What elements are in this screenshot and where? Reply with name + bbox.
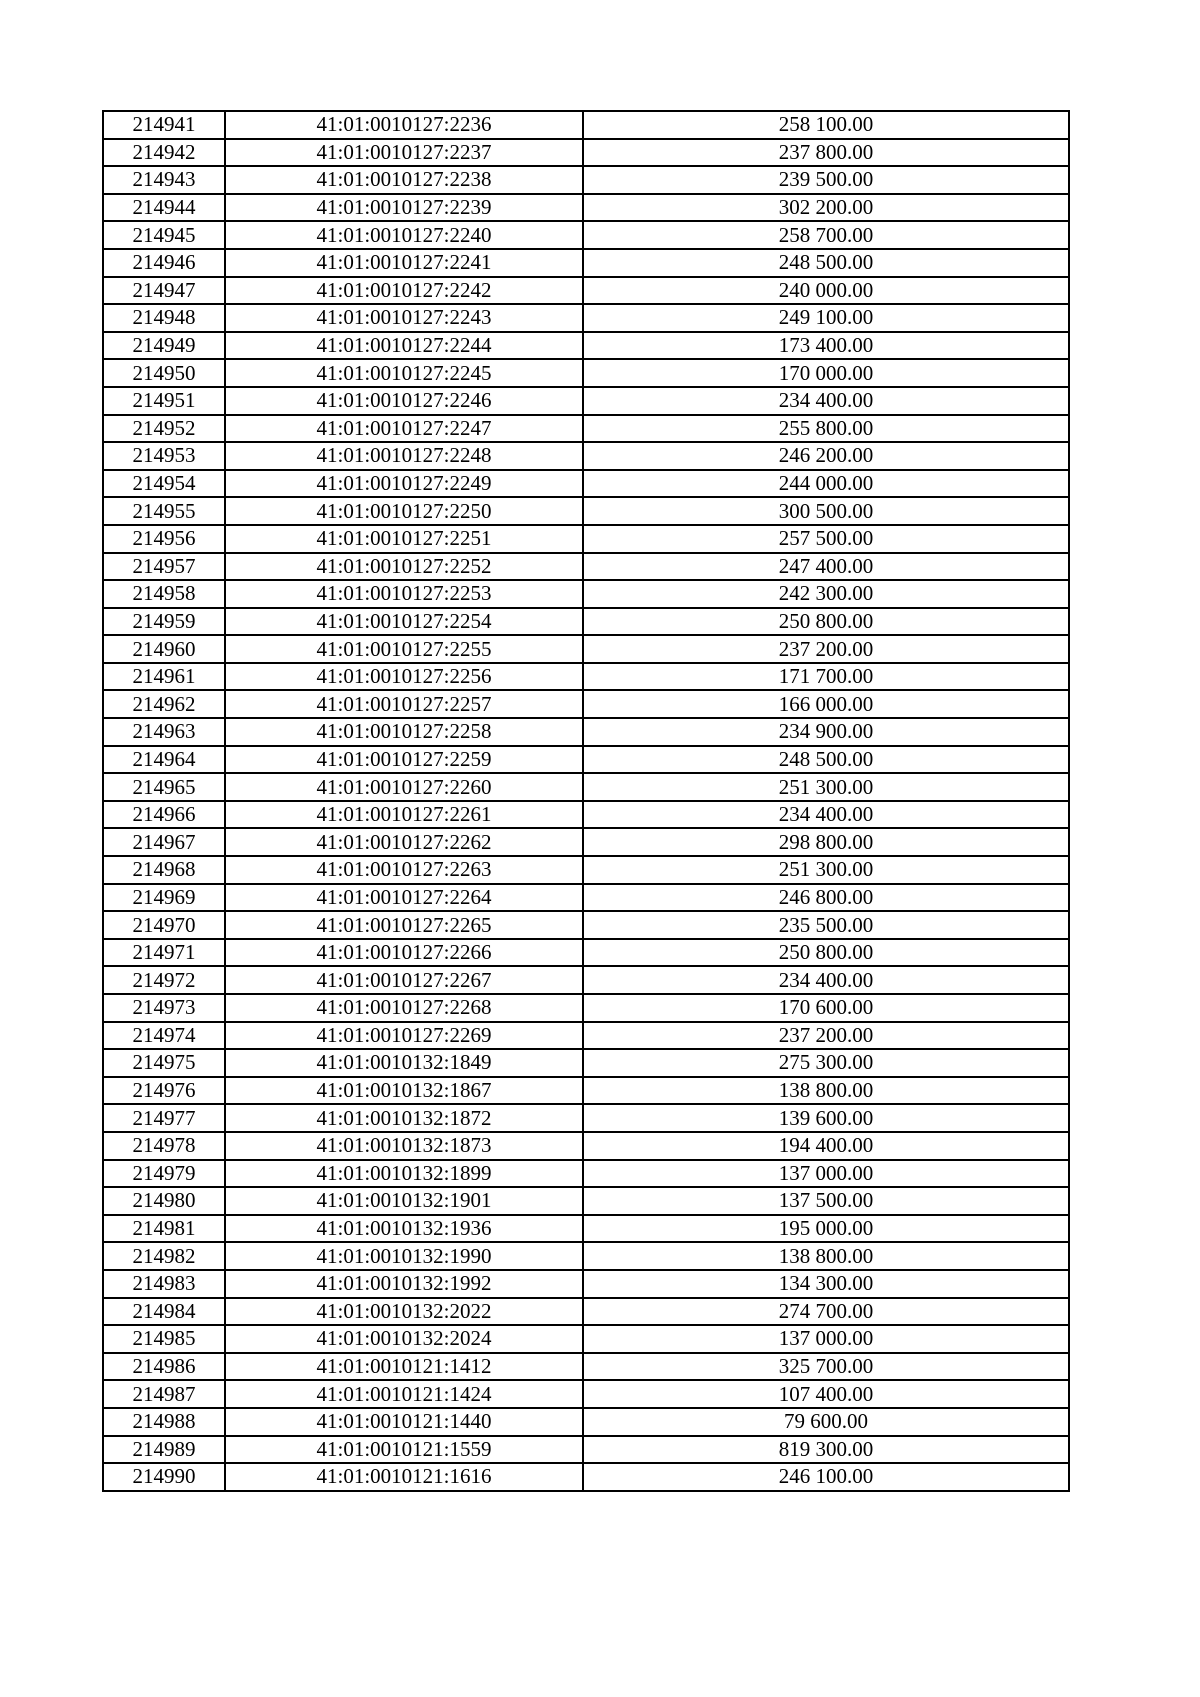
row-number-cell: 214986 xyxy=(103,1353,225,1381)
cadastral-number-cell: 41:01:0010132:1872 xyxy=(225,1104,583,1132)
table-row xyxy=(103,746,1069,774)
cadastral-value-cell: 138 800.00 xyxy=(583,1242,1069,1270)
cadastral-number-cell: 41:01:0010132:1867 xyxy=(225,1077,583,1105)
cadastral-number-cell: 41:01:0010121:1616 xyxy=(225,1463,583,1491)
cadastral-number-cell: 41:01:0010127:2248 xyxy=(225,442,583,470)
table-row xyxy=(103,332,1069,360)
cadastral-number-cell: 41:01:0010132:1899 xyxy=(225,1160,583,1188)
table-row xyxy=(103,1325,1069,1353)
row-number-cell: 214980 xyxy=(103,1187,225,1215)
row-number-cell: 214947 xyxy=(103,277,225,305)
cadastral-number-cell: 41:01:0010127:2259 xyxy=(225,746,583,774)
row-number-cell: 214962 xyxy=(103,690,225,718)
cadastral-number-cell: 41:01:0010127:2239 xyxy=(225,194,583,222)
cadastral-number-cell: 41:01:0010127:2246 xyxy=(225,387,583,415)
cadastral-value-cell: 244 000.00 xyxy=(583,470,1069,498)
cadastral-number-cell: 41:01:0010127:2253 xyxy=(225,580,583,608)
cadastral-value-cell: 237 200.00 xyxy=(583,635,1069,663)
cadastral-value-cell: 257 500.00 xyxy=(583,525,1069,553)
cadastral-value-cell: 246 200.00 xyxy=(583,442,1069,470)
row-number-cell: 214985 xyxy=(103,1325,225,1353)
cadastral-value-cell: 195 000.00 xyxy=(583,1215,1069,1243)
row-number-cell: 214981 xyxy=(103,1215,225,1243)
table-row xyxy=(103,277,1069,305)
cadastral-value-cell: 251 300.00 xyxy=(583,856,1069,884)
table-row xyxy=(103,1408,1069,1436)
cadastral-number-cell: 41:01:0010127:2264 xyxy=(225,884,583,912)
cadastral-value-cell: 242 300.00 xyxy=(583,580,1069,608)
cadastral-number-cell: 41:01:0010127:2266 xyxy=(225,939,583,967)
table-row xyxy=(103,1187,1069,1215)
row-number-cell: 214973 xyxy=(103,994,225,1022)
cadastral-number-cell: 41:01:0010127:2244 xyxy=(225,332,583,360)
table-row xyxy=(103,911,1069,939)
table-row xyxy=(103,635,1069,663)
cadastral-value-cell: 255 800.00 xyxy=(583,415,1069,443)
cadastral-value-cell: 258 100.00 xyxy=(583,111,1069,139)
cadastral-number-cell: 41:01:0010132:1901 xyxy=(225,1187,583,1215)
cadastral-number-cell: 41:01:0010127:2267 xyxy=(225,966,583,994)
table-row xyxy=(103,828,1069,856)
row-number-cell: 214942 xyxy=(103,139,225,167)
cadastral-value-cell: 235 500.00 xyxy=(583,911,1069,939)
row-number-cell: 214971 xyxy=(103,939,225,967)
cadastral-value-cell: 173 400.00 xyxy=(583,332,1069,360)
cadastral-value-cell: 239 500.00 xyxy=(583,166,1069,194)
table-row xyxy=(103,608,1069,636)
table-row xyxy=(103,856,1069,884)
row-number-cell: 214989 xyxy=(103,1436,225,1464)
cadastral-value-cell: 248 500.00 xyxy=(583,249,1069,277)
row-number-cell: 214979 xyxy=(103,1160,225,1188)
cadastral-value-cell: 234 400.00 xyxy=(583,801,1069,829)
row-number-cell: 214990 xyxy=(103,1463,225,1491)
table-row xyxy=(103,249,1069,277)
row-number-cell: 214955 xyxy=(103,497,225,525)
cadastral-number-cell: 41:01:0010127:2241 xyxy=(225,249,583,277)
cadastral-value-cell: 137 000.00 xyxy=(583,1325,1069,1353)
row-number-cell: 214976 xyxy=(103,1077,225,1105)
row-number-cell: 214984 xyxy=(103,1298,225,1326)
cadastral-number-cell: 41:01:0010121:1424 xyxy=(225,1380,583,1408)
cadastral-value-cell: 325 700.00 xyxy=(583,1353,1069,1381)
cadastral-value-cell: 138 800.00 xyxy=(583,1077,1069,1105)
row-number-cell: 214960 xyxy=(103,635,225,663)
cadastral-number-cell: 41:01:0010127:2269 xyxy=(225,1022,583,1050)
row-number-cell: 214987 xyxy=(103,1380,225,1408)
table-row xyxy=(103,801,1069,829)
row-number-cell: 214961 xyxy=(103,663,225,691)
cadastral-number-cell: 41:01:0010127:2250 xyxy=(225,497,583,525)
cadastral-value-cell: 246 800.00 xyxy=(583,884,1069,912)
cadastral-value-cell: 251 300.00 xyxy=(583,773,1069,801)
cadastral-number-cell: 41:01:0010121:1559 xyxy=(225,1436,583,1464)
table-row xyxy=(103,1270,1069,1298)
cadastral-value-cell: 819 300.00 xyxy=(583,1436,1069,1464)
table-row xyxy=(103,580,1069,608)
cadastral-number-cell: 41:01:0010127:2247 xyxy=(225,415,583,443)
table-row xyxy=(103,194,1069,222)
cadastral-value-cell: 275 300.00 xyxy=(583,1049,1069,1077)
row-number-cell: 214952 xyxy=(103,415,225,443)
table-row xyxy=(103,359,1069,387)
cadastral-number-cell: 41:01:0010132:1990 xyxy=(225,1242,583,1270)
table-row xyxy=(103,718,1069,746)
row-number-cell: 214941 xyxy=(103,111,225,139)
row-number-cell: 214967 xyxy=(103,828,225,856)
cadastral-number-cell: 41:01:0010132:1936 xyxy=(225,1215,583,1243)
row-number-cell: 214944 xyxy=(103,194,225,222)
row-number-cell: 214959 xyxy=(103,608,225,636)
row-number-cell: 214956 xyxy=(103,525,225,553)
table-row xyxy=(103,442,1069,470)
cadastral-value-cell: 139 600.00 xyxy=(583,1104,1069,1132)
cadastral-number-cell: 41:01:0010121:1412 xyxy=(225,1353,583,1381)
table-row xyxy=(103,1215,1069,1243)
row-number-cell: 214964 xyxy=(103,746,225,774)
row-number-cell: 214951 xyxy=(103,387,225,415)
cadastral-number-cell: 41:01:0010127:2255 xyxy=(225,635,583,663)
table-row xyxy=(103,1353,1069,1381)
cadastral-value-cell: 170 600.00 xyxy=(583,994,1069,1022)
cadastral-value-cell: 137 500.00 xyxy=(583,1187,1069,1215)
row-number-cell: 214974 xyxy=(103,1022,225,1050)
cadastral-number-cell: 41:01:0010132:1992 xyxy=(225,1270,583,1298)
table-row xyxy=(103,525,1069,553)
cadastral-value-cell: 302 200.00 xyxy=(583,194,1069,222)
cadastral-number-cell: 41:01:0010127:2262 xyxy=(225,828,583,856)
cadastral-value-cell: 247 400.00 xyxy=(583,553,1069,581)
table-row xyxy=(103,966,1069,994)
cadastral-value-cell: 234 900.00 xyxy=(583,718,1069,746)
table-row xyxy=(103,1160,1069,1188)
cadastral-number-cell: 41:01:0010127:2260 xyxy=(225,773,583,801)
cadastral-value-cell: 298 800.00 xyxy=(583,828,1069,856)
table-row xyxy=(103,1436,1069,1464)
cadastral-number-cell: 41:01:0010127:2258 xyxy=(225,718,583,746)
row-number-cell: 214983 xyxy=(103,1270,225,1298)
cadastral-value-cell: 234 400.00 xyxy=(583,966,1069,994)
row-number-cell: 214958 xyxy=(103,580,225,608)
row-number-cell: 214977 xyxy=(103,1104,225,1132)
table-row xyxy=(103,166,1069,194)
table-row xyxy=(103,663,1069,691)
cadastral-number-cell: 41:01:0010127:2237 xyxy=(225,139,583,167)
cadastral-value-cell: 248 500.00 xyxy=(583,746,1069,774)
cadastral-number-cell: 41:01:0010127:2254 xyxy=(225,608,583,636)
row-number-cell: 214950 xyxy=(103,359,225,387)
table-row xyxy=(103,1077,1069,1105)
cadastral-value-cell: 274 700.00 xyxy=(583,1298,1069,1326)
table-row xyxy=(103,884,1069,912)
cadastral-value-cell: 250 800.00 xyxy=(583,608,1069,636)
row-number-cell: 214975 xyxy=(103,1049,225,1077)
row-number-cell: 214963 xyxy=(103,718,225,746)
cadastral-number-cell: 41:01:0010127:2242 xyxy=(225,277,583,305)
row-number-cell: 214968 xyxy=(103,856,225,884)
cadastral-number-cell: 41:01:0010127:2263 xyxy=(225,856,583,884)
cadastral-number-cell: 41:01:0010127:2268 xyxy=(225,994,583,1022)
table-row xyxy=(103,1104,1069,1132)
cadastral-number-cell: 41:01:0010132:1873 xyxy=(225,1132,583,1160)
row-number-cell: 214966 xyxy=(103,801,225,829)
row-number-cell: 214943 xyxy=(103,166,225,194)
table-row xyxy=(103,773,1069,801)
cadastral-value-cell: 300 500.00 xyxy=(583,497,1069,525)
table-row xyxy=(103,497,1069,525)
cadastral-value-cell: 237 800.00 xyxy=(583,139,1069,167)
row-number-cell: 214972 xyxy=(103,966,225,994)
cadastral-value-cell: 234 400.00 xyxy=(583,387,1069,415)
cadastral-number-cell: 41:01:0010121:1440 xyxy=(225,1408,583,1436)
cadastral-number-cell: 41:01:0010127:2240 xyxy=(225,221,583,249)
table-body xyxy=(103,111,1069,1491)
cadastral-number-cell: 41:01:0010127:2238 xyxy=(225,166,583,194)
table-row xyxy=(103,387,1069,415)
cadastral-value-cell: 250 800.00 xyxy=(583,939,1069,967)
cadastral-value-cell: 246 100.00 xyxy=(583,1463,1069,1491)
row-number-cell: 214948 xyxy=(103,304,225,332)
row-number-cell: 214965 xyxy=(103,773,225,801)
table-row xyxy=(103,304,1069,332)
cadastral-number-cell: 41:01:0010132:2024 xyxy=(225,1325,583,1353)
table-row xyxy=(103,1132,1069,1160)
table-row xyxy=(103,553,1069,581)
table-row xyxy=(103,1022,1069,1050)
cadastral-number-cell: 41:01:0010127:2245 xyxy=(225,359,583,387)
row-number-cell: 214957 xyxy=(103,553,225,581)
row-number-cell: 214982 xyxy=(103,1242,225,1270)
cadastral-value-cell: 170 000.00 xyxy=(583,359,1069,387)
cadastral-value-table xyxy=(102,110,1070,1492)
cadastral-number-cell: 41:01:0010127:2252 xyxy=(225,553,583,581)
cadastral-value-cell: 137 000.00 xyxy=(583,1160,1069,1188)
table-row xyxy=(103,415,1069,443)
row-number-cell: 214978 xyxy=(103,1132,225,1160)
cadastral-number-cell: 41:01:0010127:2257 xyxy=(225,690,583,718)
cadastral-number-cell: 41:01:0010132:2022 xyxy=(225,1298,583,1326)
table-row xyxy=(103,1049,1069,1077)
table-row xyxy=(103,1380,1069,1408)
cadastral-value-cell: 107 400.00 xyxy=(583,1380,1069,1408)
row-number-cell: 214954 xyxy=(103,470,225,498)
cadastral-number-cell: 41:01:0010132:1849 xyxy=(225,1049,583,1077)
row-number-cell: 214969 xyxy=(103,884,225,912)
cadastral-value-cell: 166 000.00 xyxy=(583,690,1069,718)
table-row xyxy=(103,994,1069,1022)
row-number-cell: 214946 xyxy=(103,249,225,277)
table-row xyxy=(103,470,1069,498)
cadastral-value-cell: 134 300.00 xyxy=(583,1270,1069,1298)
row-number-cell: 214970 xyxy=(103,911,225,939)
cadastral-value-cell: 171 700.00 xyxy=(583,663,1069,691)
cadastral-value-cell: 237 200.00 xyxy=(583,1022,1069,1050)
cadastral-number-cell: 41:01:0010127:2265 xyxy=(225,911,583,939)
cadastral-number-cell: 41:01:0010127:2256 xyxy=(225,663,583,691)
cadastral-value-cell: 258 700.00 xyxy=(583,221,1069,249)
cadastral-number-cell: 41:01:0010127:2261 xyxy=(225,801,583,829)
cadastral-value-cell: 79 600.00 xyxy=(583,1408,1069,1436)
table-row xyxy=(103,111,1069,139)
table-row xyxy=(103,1463,1069,1491)
table-row xyxy=(103,939,1069,967)
row-number-cell: 214953 xyxy=(103,442,225,470)
table-row xyxy=(103,221,1069,249)
table-row xyxy=(103,1298,1069,1326)
table-row xyxy=(103,690,1069,718)
table-row xyxy=(103,1242,1069,1270)
cadastral-value-cell: 240 000.00 xyxy=(583,277,1069,305)
cadastral-number-cell: 41:01:0010127:2249 xyxy=(225,470,583,498)
row-number-cell: 214949 xyxy=(103,332,225,360)
cadastral-number-cell: 41:01:0010127:2236 xyxy=(225,111,583,139)
row-number-cell: 214988 xyxy=(103,1408,225,1436)
row-number-cell: 214945 xyxy=(103,221,225,249)
cadastral-value-cell: 249 100.00 xyxy=(583,304,1069,332)
cadastral-number-cell: 41:01:0010127:2251 xyxy=(225,525,583,553)
cadastral-number-cell: 41:01:0010127:2243 xyxy=(225,304,583,332)
cadastral-value-cell: 194 400.00 xyxy=(583,1132,1069,1160)
table-row xyxy=(103,139,1069,167)
